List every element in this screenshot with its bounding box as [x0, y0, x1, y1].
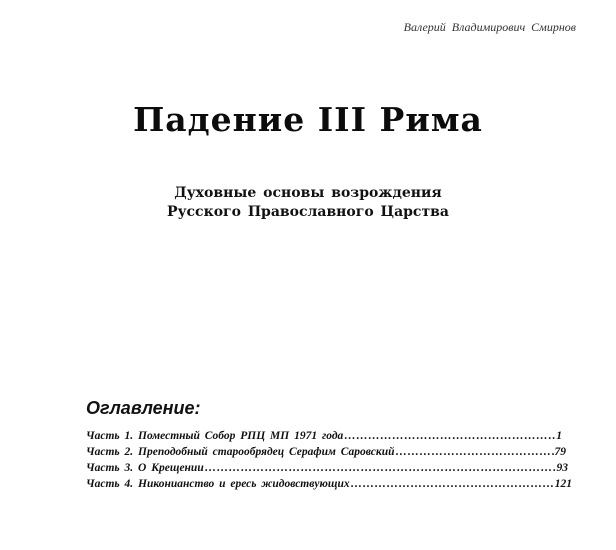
- toc-leader-dots: [396, 446, 554, 458]
- toc-entry[interactable]: [86, 446, 566, 462]
- toc-entry-label: Часть 1. Поместный Собор РПЦ МП 1971 года: [86, 430, 344, 442]
- table-of-contents: [86, 398, 586, 494]
- toc-entry-label: Часть 2. Преподобный старообрядец Серафим Саровский: [86, 446, 395, 458]
- toc-entry[interactable]: [86, 478, 572, 494]
- toc-leader-dots: [344, 430, 555, 442]
- author-name: Валерий Владимирович Смирнов: [403, 20, 576, 34]
- toc-entry[interactable]: [86, 462, 568, 478]
- toc-entry[interactable]: [86, 430, 562, 446]
- toc-entry-label: Часть 4. Никонианство и ересь жидовствующих: [86, 478, 350, 490]
- toc-heading: Оглавление:: [86, 398, 201, 418]
- toc-entry-label: Часть 3. О Крещении: [86, 462, 204, 474]
- subtitle-line-2: Русского Православного Царства: [167, 204, 449, 220]
- toc-entry-page: 79: [554, 446, 566, 458]
- toc-leader-dots: [205, 462, 556, 474]
- subtitle-line-1: Духовные основы возрождения: [174, 185, 442, 201]
- book-title: Падение III Рима: [133, 100, 483, 139]
- toc-entry-page: 121: [554, 478, 572, 490]
- toc-entry-page: 93: [556, 462, 568, 474]
- toc-entry-page: 1: [556, 430, 562, 442]
- toc-leader-dots: [351, 478, 554, 490]
- book-subtitle: [0, 184, 616, 222]
